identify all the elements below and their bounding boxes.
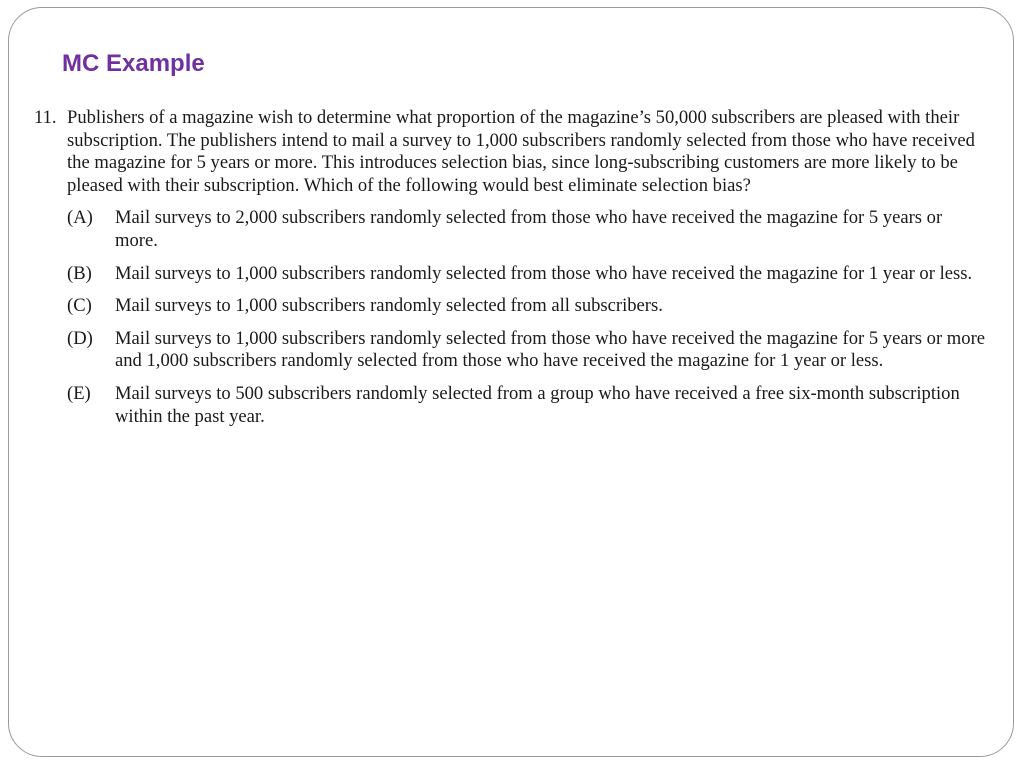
choice-text: Mail surveys to 1,000 subscribers randomly selected from those who have received the magazine for 1 year or less. bbox=[115, 262, 973, 284]
choice-text: Mail surveys to 2,000 subscribers randomly selected from those who have received the magazine for 5 years or more. bbox=[115, 207, 943, 251]
choice-b[interactable] bbox=[67, 263, 989, 286]
choice-e[interactable] bbox=[67, 383, 989, 428]
slide-title: MC Example bbox=[62, 50, 205, 77]
choice-d[interactable] bbox=[67, 328, 989, 373]
choice-a[interactable] bbox=[67, 207, 989, 252]
choice-c[interactable] bbox=[67, 295, 989, 318]
question-number: 11. bbox=[34, 107, 57, 128]
answer-choices bbox=[67, 207, 989, 428]
question-stem bbox=[34, 107, 989, 197]
choice-letter: (D) bbox=[67, 327, 93, 349]
choice-text: Mail surveys to 1,000 subscribers randomly selected from those who have received the magazine for 5 years or more and 1,000 subscribers randomly selected from those who have received the magazine for 1 year or less. bbox=[115, 327, 986, 372]
choice-text: Mail surveys to 1,000 subscribers randomly selected from all subscribers. bbox=[115, 295, 663, 317]
choice-letter: (E) bbox=[67, 382, 91, 404]
choice-text: Mail surveys to 500 subscribers randomly selected from a group who have received a free six-month subscription within the past year. bbox=[115, 382, 960, 427]
choice-letter: (B) bbox=[67, 262, 92, 284]
choice-letter: (A) bbox=[67, 207, 93, 229]
question-text: Publishers of a magazine wish to determine what proportion of the magazine’s 50,000 subscribers are pleased with their subscription. The publishers intend to mail a survey to 1,000 subscribers randomly selected from those who have received the magazine for 5 years or more. This introduces selection bias, since long-subscribing customers are more likely to be pleased with their subscription. Which of the following would best eliminate selection bias? bbox=[67, 107, 975, 196]
slide bbox=[8, 7, 1014, 757]
question-block bbox=[34, 107, 989, 438]
choice-letter: (C) bbox=[67, 295, 92, 317]
